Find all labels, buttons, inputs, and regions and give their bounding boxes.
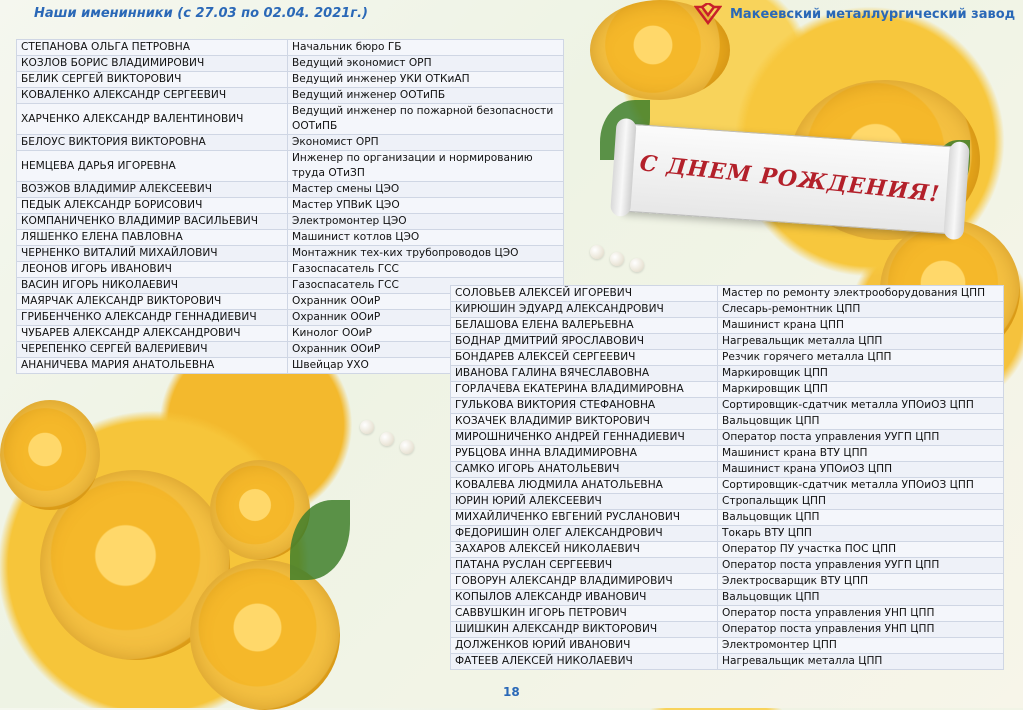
table-row	[451, 654, 1004, 670]
employee-name: ЛЕОНОВ ИГОРЬ ИВАНОВИЧ	[17, 262, 288, 278]
table-row	[17, 88, 564, 104]
employee-position: Кинолог ООиР	[288, 326, 564, 342]
table-row	[17, 230, 564, 246]
employee-name: ФАТЕЕВ АЛЕКСЕЙ НИКОЛАЕВИЧ	[451, 654, 718, 670]
company-name: Макеевский металлургический завод	[730, 6, 1016, 22]
employee-position: Охранник ООиР	[288, 342, 564, 358]
employee-position: Швейцар УХО	[288, 358, 564, 374]
rose-decoration	[190, 560, 340, 710]
employee-position: Ведущий инженер по пожарной безопасности ООТиПБ	[288, 104, 564, 135]
table-row	[451, 638, 1004, 654]
employee-position: Машинист крана УПОиОЗ ЦПП	[718, 462, 1004, 478]
table-row	[451, 462, 1004, 478]
employee-position: Вальцовщик ЦПП	[718, 510, 1004, 526]
employee-name: КОВАЛЕНКО АЛЕКСАНДР СЕРГЕЕВИЧ	[17, 88, 288, 104]
employee-name: ДОЛЖЕНКОВ ЮРИЙ ИВАНОВИЧ	[451, 638, 718, 654]
employee-name: АНАНИЧЕВА МАРИЯ АНАТОЛЬЕВНА	[17, 358, 288, 374]
employee-name: КОЗАЧЕК ВЛАДИМИР ВИКТОРОВИЧ	[451, 414, 718, 430]
employee-position: Оператор поста управления УУГП ЦПП	[718, 558, 1004, 574]
employee-name: МИХАЙЛИЧЕНКО ЕВГЕНИЙ РУСЛАНОВИЧ	[451, 510, 718, 526]
table-row	[451, 542, 1004, 558]
table-row	[451, 414, 1004, 430]
table-row	[451, 574, 1004, 590]
employee-position: Охранник ООиР	[288, 310, 564, 326]
employee-position: Сортировщик-сдатчик металла УПОиОЗ ЦПП	[718, 478, 1004, 494]
table-row	[451, 494, 1004, 510]
employee-name: ГОВОРУН АЛЕКСАНДР ВЛАДИМИРОВИЧ	[451, 574, 718, 590]
employee-position: Мастер смены ЦЭО	[288, 182, 564, 198]
employee-name: РУБЦОВА ИННА ВЛАДИМИРОВНА	[451, 446, 718, 462]
employee-name: САВВУШКИН ИГОРЬ ПЕТРОВИЧ	[451, 606, 718, 622]
table-row	[451, 366, 1004, 382]
table-row	[17, 246, 564, 262]
employee-position: Вальцовщик ЦПП	[718, 590, 1004, 606]
employee-name: ФЕДОРИШИН ОЛЕГ АЛЕКСАНДРОВИЧ	[451, 526, 718, 542]
employee-name: МИРОШНИЧЕНКО АНДРЕЙ ГЕННАДИЕВИЧ	[451, 430, 718, 446]
employee-position: Стропальщик ЦПП	[718, 494, 1004, 510]
table-row	[451, 510, 1004, 526]
employee-position: Нагревальщик металла ЦПП	[718, 334, 1004, 350]
pearl-decoration	[400, 440, 414, 454]
employee-position: Нагревальщик металла ЦПП	[718, 654, 1004, 670]
employee-position: Электросварщик ВТУ ЦПП	[718, 574, 1004, 590]
employee-position: Мастер по ремонту электрооборудования ЦПП	[718, 286, 1004, 302]
table-row	[451, 382, 1004, 398]
table-row	[17, 56, 564, 72]
employee-name: СТЕПАНОВА ОЛЬГА ПЕТРОВНА	[17, 40, 288, 56]
employee-position: Машинист котлов ЦЭО	[288, 230, 564, 246]
employee-name: БОДНАР ДМИТРИЙ ЯРОСЛАВОВИЧ	[451, 334, 718, 350]
table-row	[17, 40, 564, 56]
table-row	[451, 398, 1004, 414]
employee-name: ЗАХАРОВ АЛЕКСЕЙ НИКОЛАЕВИЧ	[451, 542, 718, 558]
pearl-decoration	[360, 420, 374, 434]
table-row	[451, 350, 1004, 366]
employee-name: ГОРЛАЧЕВА ЕКАТЕРИНА ВЛАДИМИРОВНА	[451, 382, 718, 398]
employee-position: Сортировщик-сдатчик металла УПОиОЗ ЦПП	[718, 398, 1004, 414]
pearl-decoration	[610, 252, 624, 266]
table-row	[451, 318, 1004, 334]
pearl-decoration	[630, 258, 644, 272]
table-row	[17, 135, 564, 151]
table-row	[451, 606, 1004, 622]
employee-position: Инженер по организации и нормированию труда ОТиЗП	[288, 151, 564, 182]
banner-text: С ДНЕМ РОЖДЕНИЯ!	[638, 150, 942, 208]
table-row	[17, 151, 564, 182]
table-row	[451, 430, 1004, 446]
employee-name: КОВАЛЕВА ЛЮДМИЛА АНАТОЛЬЕВНА	[451, 478, 718, 494]
employee-name: ЧЕРЕПЕНКО СЕРГЕЙ ВАЛЕРИЕВИЧ	[17, 342, 288, 358]
birthday-table-right	[450, 285, 1004, 670]
employee-name: БЕЛАШОВА ЕЛЕНА ВАЛЕРЬЕВНА	[451, 318, 718, 334]
employee-name: НЕМЦЕВА ДАРЬЯ ИГОРЕВНА	[17, 151, 288, 182]
employee-name: БЕЛОУС ВИКТОРИЯ ВИКТОРОВНА	[17, 135, 288, 151]
table-row	[451, 446, 1004, 462]
employee-position: Ведущий инженер УКИ ОТКиАП	[288, 72, 564, 88]
employee-position: Вальцовщик ЦПП	[718, 414, 1004, 430]
employee-position: Мастер УПВиК ЦЭО	[288, 198, 564, 214]
employee-name: ЮРИН ЮРИЙ АЛЕКСЕЕВИЧ	[451, 494, 718, 510]
table-row	[17, 198, 564, 214]
employee-name: БЕЛИК СЕРГЕЙ ВИКТОРОВИЧ	[17, 72, 288, 88]
table-row	[451, 622, 1004, 638]
employee-name: КОМПАНИЧЕНКО ВЛАДИМИР ВАСИЛЬЕВИЧ	[17, 214, 288, 230]
employee-name: ИВАНОВА ГАЛИНА ВЯЧЕСЛАВОВНА	[451, 366, 718, 382]
employee-position: Охранник ООиР	[288, 294, 564, 310]
employee-position: Оператор поста управления УНП ЦПП	[718, 622, 1004, 638]
employee-name: ЧЕРНЕНКО ВИТАЛИЙ МИХАЙЛОВИЧ	[17, 246, 288, 262]
employee-position: Экономист ОРП	[288, 135, 564, 151]
employee-name: ВОЗЖОВ ВЛАДИМИР АЛЕКСЕЕВИЧ	[17, 182, 288, 198]
employee-name: КИРЮШИН ЭДУАРД АЛЕКСАНДРОВИЧ	[451, 302, 718, 318]
employee-position: Электромонтер ЦЭО	[288, 214, 564, 230]
employee-position: Ведущий инженер ООТиПБ	[288, 88, 564, 104]
pearl-decoration	[380, 432, 394, 446]
employee-position: Газоспасатель ГСС	[288, 262, 564, 278]
table-row	[17, 214, 564, 230]
employee-position: Токарь ВТУ ЦПП	[718, 526, 1004, 542]
employee-name: САМКО ИГОРЬ АНАТОЛЬЕВИЧ	[451, 462, 718, 478]
employee-position: Монтажник тех-ких трубопроводов ЦЭО	[288, 246, 564, 262]
employee-position: Оператор поста управления УУГП ЦПП	[718, 430, 1004, 446]
table-row	[17, 72, 564, 88]
employee-name: КОЗЛОВ БОРИС ВЛАДИМИРОВИЧ	[17, 56, 288, 72]
employee-name: ГРИБЕНЧЕНКО АЛЕКСАНДР ГЕННАДИЕВИЧ	[17, 310, 288, 326]
table-row	[451, 334, 1004, 350]
employee-name: ХАРЧЕНКО АЛЕКСАНДР ВАЛЕНТИНОВИЧ	[17, 104, 288, 135]
employee-position: Машинист крана ВТУ ЦПП	[718, 446, 1004, 462]
page-number: 18	[503, 685, 520, 699]
table-row	[451, 302, 1004, 318]
table-row	[17, 104, 564, 135]
employee-name: ВАСИН ИГОРЬ НИКОЛАЕВИЧ	[17, 278, 288, 294]
employee-name: СОЛОВЬЕВ АЛЕКСЕЙ ИГОРЕВИЧ	[451, 286, 718, 302]
employee-name: БОНДАРЕВ АЛЕКСЕЙ СЕРГЕЕВИЧ	[451, 350, 718, 366]
employee-name: МАЯРЧАК АЛЕКСАНДР ВИКТОРОВИЧ	[17, 294, 288, 310]
table-row	[17, 262, 564, 278]
employee-position: Электромонтер ЦПП	[718, 638, 1004, 654]
employee-position: Машинист крана ЦПП	[718, 318, 1004, 334]
company-brand	[694, 3, 1015, 25]
employee-name: КОПЫЛОВ АЛЕКСАНДР ИВАНОВИЧ	[451, 590, 718, 606]
employee-position: Маркировщик ЦПП	[718, 366, 1004, 382]
table-row	[17, 182, 564, 198]
page-title: Наши именинники (с 27.03 по 02.04. 2021г.)	[34, 6, 368, 21]
pearl-decoration	[590, 245, 604, 259]
employee-name: ЛЯШЕНКО ЕЛЕНА ПАВЛОВНА	[17, 230, 288, 246]
table-row	[451, 286, 1004, 302]
company-logo-icon	[694, 3, 722, 25]
rose-decoration	[0, 400, 100, 510]
employee-position: Начальник бюро ГБ	[288, 40, 564, 56]
employee-position: Слесарь-ремонтник ЦПП	[718, 302, 1004, 318]
employee-position: Газоспасатель ГСС	[288, 278, 564, 294]
table-row	[451, 558, 1004, 574]
employee-name: ГУЛЬКОВА ВИКТОРИЯ СТЕФАНОВНА	[451, 398, 718, 414]
employee-position: Ведущий экономист ОРП	[288, 56, 564, 72]
table-row	[451, 590, 1004, 606]
employee-name: ПЕДЫК АЛЕКСАНДР БОРИСОВИЧ	[17, 198, 288, 214]
employee-position: Маркировщик ЦПП	[718, 382, 1004, 398]
employee-position: Оператор поста управления УНП ЦПП	[718, 606, 1004, 622]
employee-name: ПАТАНА РУСЛАН СЕРГЕЕВИЧ	[451, 558, 718, 574]
employee-name: ЧУБАРЕВ АЛЕКСАНДР АЛЕКСАНДРОВИЧ	[17, 326, 288, 342]
employee-position: Оператор ПУ участка ПОС ЦПП	[718, 542, 1004, 558]
table-row	[451, 526, 1004, 542]
employee-position: Резчик горячего металла ЦПП	[718, 350, 1004, 366]
employee-name: ШИШКИН АЛЕКСАНДР ВИКТОРОВИЧ	[451, 622, 718, 638]
table-row	[451, 478, 1004, 494]
